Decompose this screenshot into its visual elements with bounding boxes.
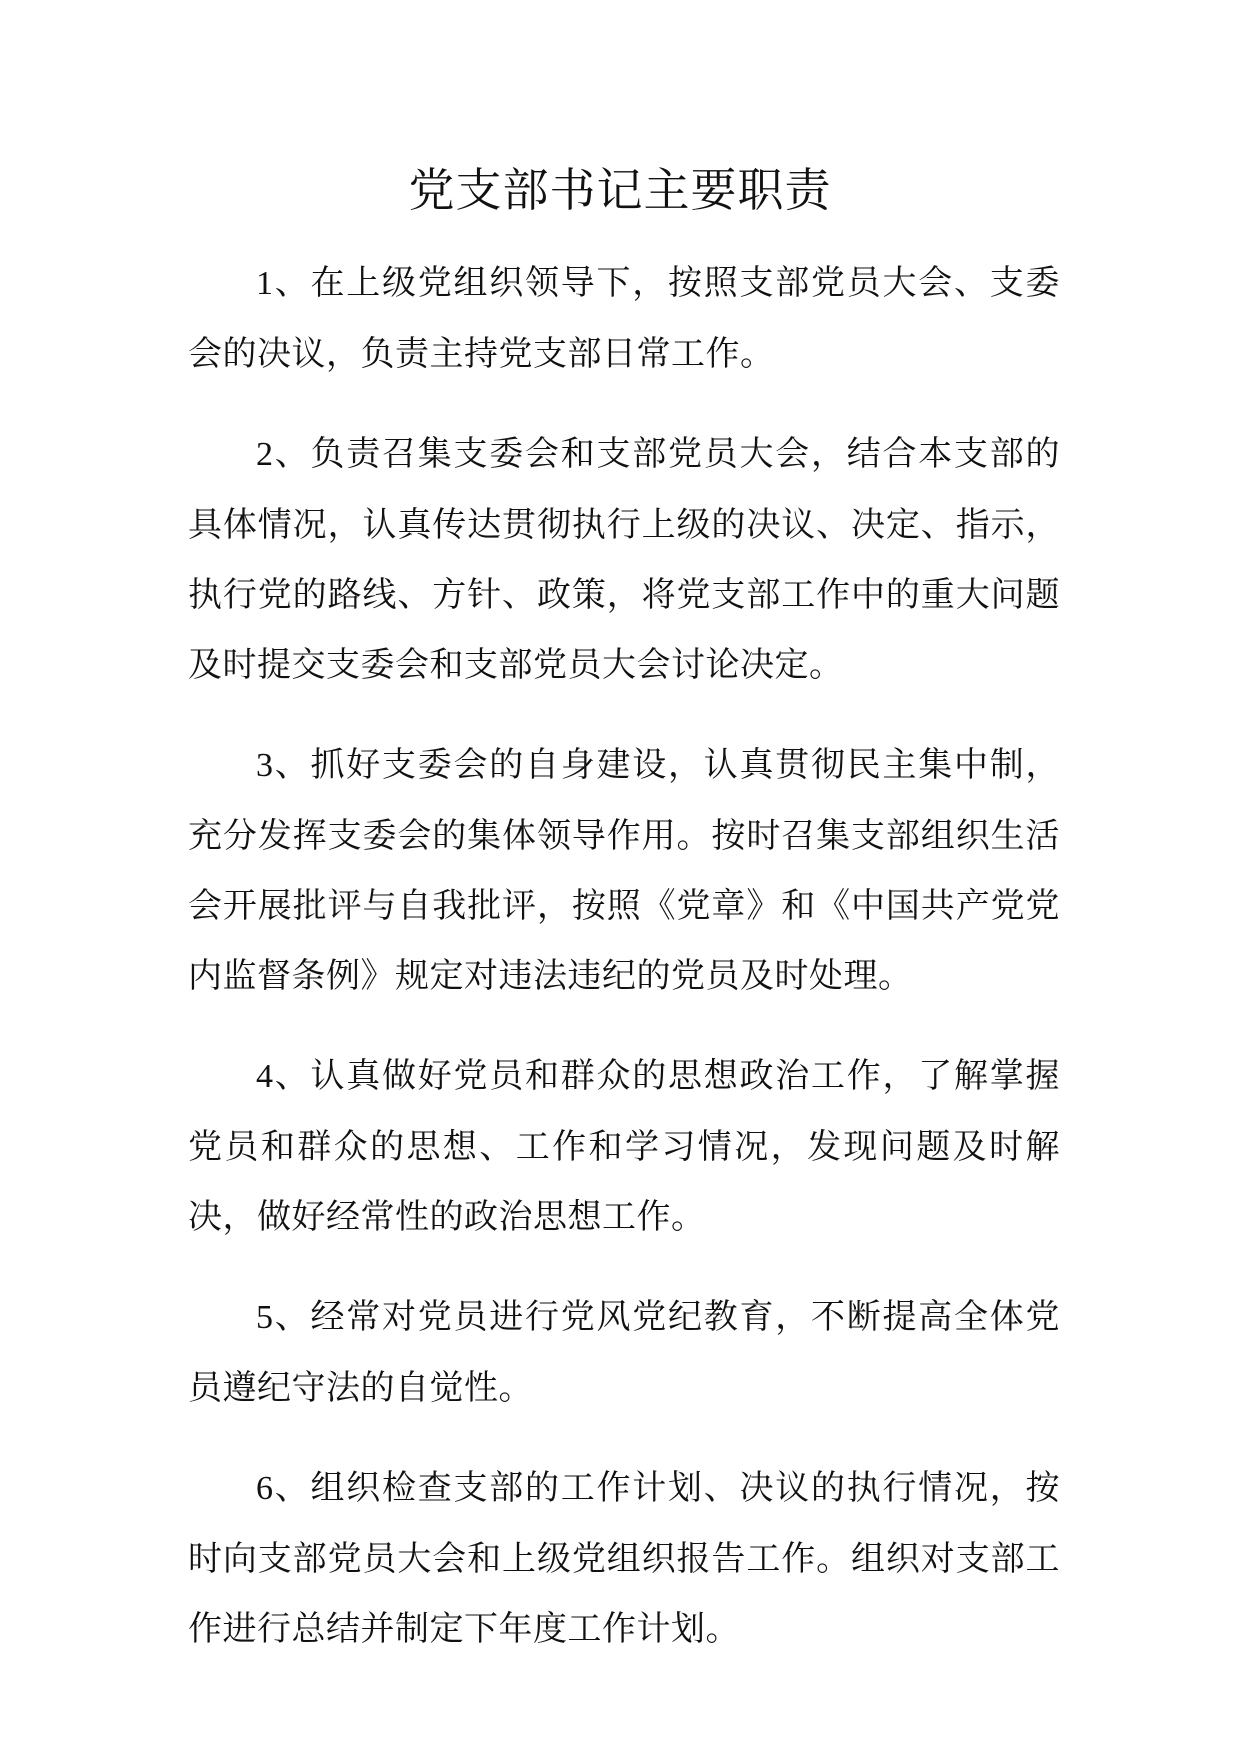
paragraph-text: 、经常对党员进行党风党纪教育，不断提高全体党员遵纪守法的自觉性。 <box>188 1297 1060 1408</box>
paragraph-6 <box>188 1453 1060 1664</box>
paragraph-4 <box>188 1041 1060 1252</box>
paragraph-number: 6 <box>256 1470 274 1507</box>
paragraph-text: 、在上级党组织领导下，按照支部党员大会、支委会的决议，负责主持党支部日常工作。 <box>188 263 1060 374</box>
paragraph-number: 5 <box>256 1299 274 1336</box>
paragraph-text: 、抓好支委会的自身建设，认真贯彻民主集中制，充分发挥支委会的集体领导作用。按时召集支部组织生活会开展批评与自我批评，按照《党章》和《中国共产党党内监督条例》规定对违法违纪的党员及时处理。 <box>188 745 1060 996</box>
paragraph-5 <box>188 1282 1060 1423</box>
paragraph-text: 、组织检查支部的工作计划、决议的执行情况，按时向支部党员大会和上级党组织报告工作。组织对支部工作进行总结并制定下年度工作计划。 <box>188 1468 1060 1649</box>
paragraph-number: 3 <box>256 747 274 784</box>
paragraph-1 <box>188 248 1060 389</box>
document-body <box>188 248 1060 1694</box>
paragraph-number: 2 <box>256 436 274 473</box>
paragraph-text: 、负责召集支委会和支部党员大会，结合本支部的具体情况，认真传达贯彻执行上级的决议、决定、指示，执行党的路线、方针、政策，将党支部工作中的重大问题及时提交支委会和支部党员大会讨论决定。 <box>188 434 1060 685</box>
paragraph-2 <box>188 419 1060 700</box>
document-title: 党支部书记主要职责 <box>408 163 832 217</box>
paragraph-number: 4 <box>256 1058 274 1095</box>
paragraph-text: 、认真做好党员和群众的思想政治工作，了解掌握党员和群众的思想、工作和学习情况，发现问题及时解决，做好经常性的政治思想工作。 <box>188 1056 1060 1237</box>
paragraph-number: 1 <box>256 265 274 302</box>
paragraph-3 <box>188 730 1060 1011</box>
